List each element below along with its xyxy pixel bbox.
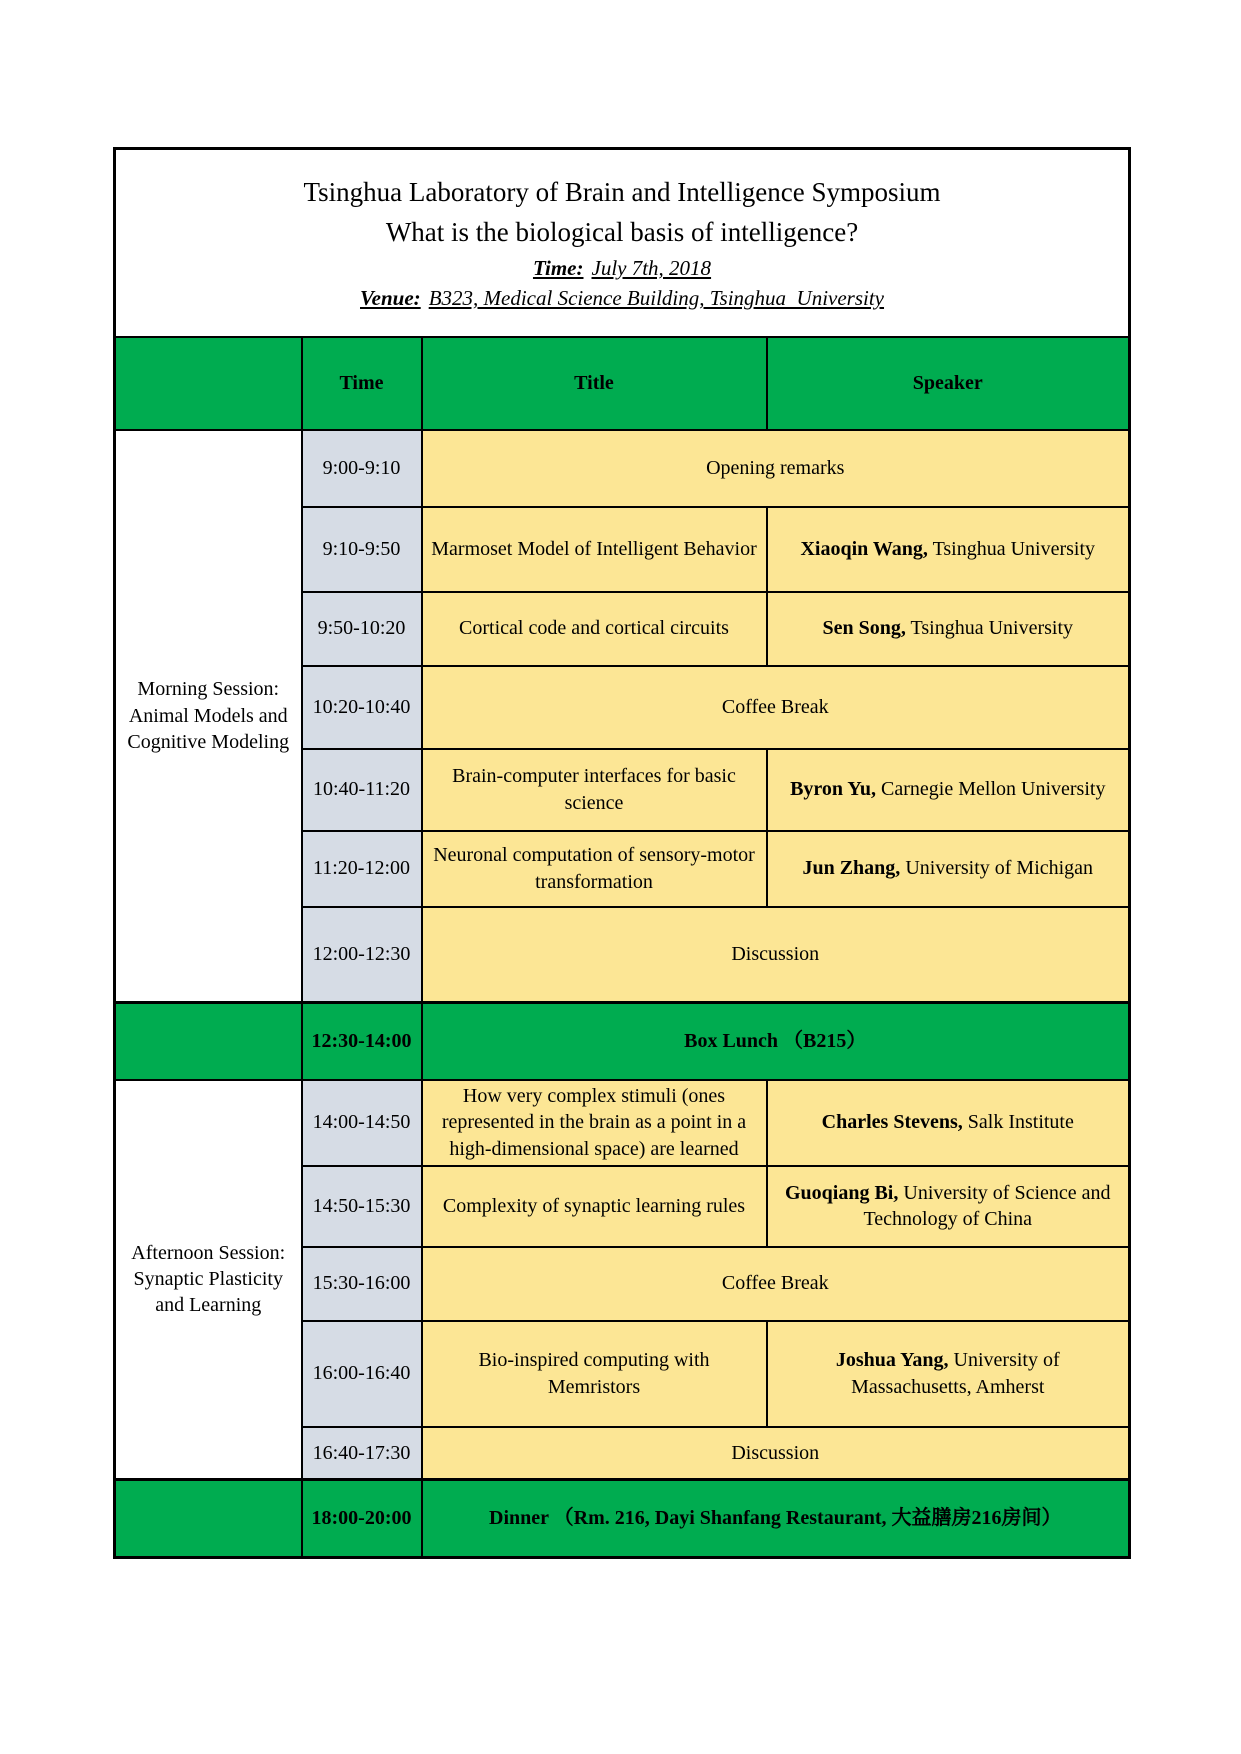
time-cell: 9:10-9:50 xyxy=(302,507,422,592)
speaker-name: Xiaoqin Wang, xyxy=(800,537,928,560)
speaker-cell xyxy=(767,1321,1130,1427)
speaker-affiliation: Tsinghua University xyxy=(905,617,1073,640)
time-cell: 10:20-10:40 xyxy=(302,666,422,749)
time-cell: 11:20-12:00 xyxy=(302,831,422,907)
event-cell: Dinner （Rm. 216, Dayi Shanfang Restaurant, 大益膳房216房间） xyxy=(422,1480,1130,1558)
time-label: Time: xyxy=(532,255,584,280)
speaker-cell xyxy=(767,507,1130,592)
time-cell: 15:30-16:00 xyxy=(302,1247,422,1321)
corner-cell xyxy=(115,337,302,430)
time-value: July 7th, 2018 xyxy=(591,255,712,280)
event-cell: Discussion xyxy=(422,907,1130,1003)
symposium-schedule-document xyxy=(113,147,1128,1559)
event-cell: Coffee Break xyxy=(422,1247,1130,1321)
session-spacer-cell xyxy=(115,1480,302,1558)
venue-label: Venue: xyxy=(360,286,421,311)
time-cell: 12:00-12:30 xyxy=(302,907,422,1003)
speaker-affiliation: Salk Institute xyxy=(962,1111,1074,1134)
speaker-cell xyxy=(767,831,1130,907)
column-header-speaker: Speaker xyxy=(767,337,1130,430)
title-cell: Neuronal computation of sensory-motor transformation xyxy=(422,831,767,907)
time-cell: 12:30-14:00 xyxy=(302,1003,422,1080)
time-cell: 14:50-15:30 xyxy=(302,1166,422,1247)
title-cell: Marmoset Model of Intelligent Behavior xyxy=(422,507,767,592)
schedule-table xyxy=(113,147,1131,1559)
session-label-morning: Morning Session: Animal Models and Cognitive Modeling xyxy=(115,430,302,1003)
speaker-name: Guoqiang Bi, xyxy=(784,1181,899,1204)
time-line xyxy=(124,253,1120,283)
speaker-cell xyxy=(767,1166,1130,1247)
title-cell: Brain-computer interfaces for basic science xyxy=(422,749,767,831)
speaker-name: Sen Song, xyxy=(822,617,906,640)
event-cell: Discussion xyxy=(422,1427,1130,1480)
symposium-subtitle: What is the biological basis of intelligence? xyxy=(385,217,859,248)
event-cell: Opening remarks xyxy=(422,430,1130,507)
time-cell: 16:00-16:40 xyxy=(302,1321,422,1427)
venue-value: B323, Medical Science Building, Tsinghua University xyxy=(428,286,885,311)
event-cell: Box Lunch （B215） xyxy=(422,1003,1130,1080)
symposium-title: Tsinghua Laboratory of Brain and Intelligence Symposium xyxy=(303,176,941,207)
time-cell: 9:50-10:20 xyxy=(302,592,422,666)
column-header-time: Time xyxy=(302,337,422,430)
speaker-name: Jun Zhang, xyxy=(802,857,901,880)
session-label-afternoon: Afternoon Session: Synaptic Plasticity and Learning xyxy=(115,1080,302,1480)
speaker-cell xyxy=(767,749,1130,831)
event-cell: Coffee Break xyxy=(422,666,1130,749)
time-cell: 16:40-17:30 xyxy=(302,1427,422,1480)
speaker-affiliation: Carnegie Mellon University xyxy=(876,778,1106,801)
speaker-affiliation: University of Massachusetts, Amherst xyxy=(851,1349,1060,1398)
title-cell: Cortical code and cortical circuits xyxy=(422,592,767,666)
speaker-affiliation: Tsinghua University xyxy=(927,537,1096,560)
time-cell: 14:00-14:50 xyxy=(302,1080,422,1166)
time-cell: 9:00-9:10 xyxy=(302,430,422,507)
speaker-affiliation: University of Michigan xyxy=(900,857,1094,880)
title-cell: How very complex stimuli (ones represented in the brain as a point in a high-dimensional space) are learned xyxy=(422,1080,767,1166)
title-cell: Complexity of synaptic learning rules xyxy=(422,1166,767,1247)
speaker-affiliation: University of Science and Technology of China xyxy=(863,1181,1111,1230)
title-cell: Bio-inspired computing with Memristors xyxy=(422,1321,767,1427)
speaker-name: Byron Yu, xyxy=(790,778,877,801)
column-header-title: Title xyxy=(422,337,767,430)
time-cell: 18:00-20:00 xyxy=(302,1480,422,1558)
time-cell: 10:40-11:20 xyxy=(302,749,422,831)
title-block xyxy=(115,149,1130,337)
session-spacer-cell xyxy=(115,1003,302,1080)
venue-line xyxy=(124,283,1120,313)
speaker-cell xyxy=(767,1080,1130,1166)
speaker-name: Joshua Yang, xyxy=(835,1349,949,1372)
speaker-cell xyxy=(767,592,1130,666)
speaker-name: Charles Stevens, xyxy=(821,1111,963,1134)
